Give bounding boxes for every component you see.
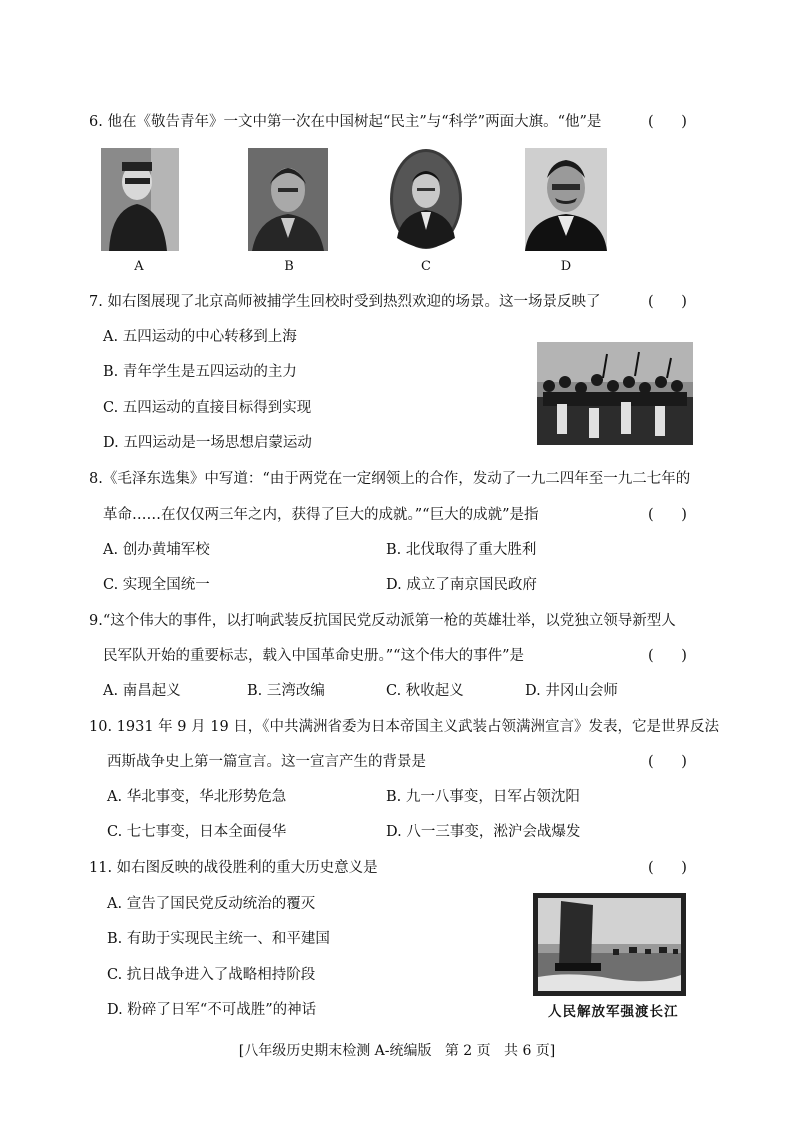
question-11-option-b: B. 有助于实现民主统一、和平建国 — [107, 931, 330, 947]
question-9-stem-line1: 9.“这个伟大的事件，以打响武装反抗国民党反动派第一枪的英雄壮举，以党独立领导新型人 — [89, 613, 676, 629]
portrait-b-label: B — [284, 259, 294, 274]
question-7-option-d: D. 五四运动是一场思想启蒙运动 — [103, 435, 312, 451]
question-9-option-a: A. 南昌起义 — [103, 683, 181, 699]
question-7-option-c: C. 五四运动的直接目标得到实现 — [103, 400, 312, 416]
question-10-stem-line2: 西斯战争史上第一篇宣言。这一宣言产生的背景是 — [107, 754, 426, 770]
portrait-c-label: C — [421, 259, 431, 274]
question-7-option-b: B. 青年学生是五四运动的主力 — [103, 364, 297, 380]
question-10-option-b: B. 九一八事变，日军占领沈阳 — [386, 789, 580, 805]
question-10-answer-paren: ( ) — [648, 754, 687, 770]
question-9-option-b: B. 三湾改编 — [247, 683, 325, 699]
portrait-b-image — [248, 148, 328, 251]
question-8-answer-paren: ( ) — [648, 507, 687, 523]
question-8-stem-line1: 8.《毛泽东选集》中写道：“由于两党在一定纲领上的合作，发动了一九二四年至一九二七年的 — [89, 471, 691, 487]
question-10-option-d: D. 八一三事变，淞沪会战爆发 — [386, 824, 581, 840]
question-11-stem: 11. 如右图反映的战役胜利的重大历史意义是 — [89, 860, 378, 876]
page-footer: [八年级历史期末检测 A-统编版 第 2 页 共 6 页] — [238, 1043, 556, 1059]
question-11-option-d: D. 粉碎了日军“不可战胜”的神话 — [107, 1002, 317, 1018]
question-9-stem-line2: 民军队开始的重要标志，载入中国革命史册。”“这个伟大的事件”是 — [103, 648, 524, 664]
portrait-a-image — [101, 148, 179, 251]
portrait-d-label: D — [560, 259, 572, 274]
question-7-option-a: A. 五四运动的中心转移到上海 — [103, 329, 297, 345]
question-10-option-a: A. 华北事变，华北形势危急 — [107, 789, 287, 805]
river-crossing-photo — [533, 893, 686, 996]
student-welcome-photo — [537, 342, 693, 445]
question-8-option-b: B. 北伐取得了重大胜利 — [386, 542, 537, 558]
river-crossing-caption: 人民解放军强渡长江 — [548, 1004, 679, 1020]
question-7-stem: 7. 如右图展现了北京高师被捕学生回校时受到热烈欢迎的场景。这一场景反映了 — [89, 294, 601, 310]
question-8-option-d: D. 成立了南京国民政府 — [386, 577, 537, 593]
question-11-answer-paren: ( ) — [648, 860, 687, 876]
portrait-c-image — [389, 148, 463, 251]
question-10-option-c: C. 七七事变，日本全面侵华 — [107, 824, 287, 840]
question-11-option-c: C. 抗日战争进入了战略相持阶段 — [107, 967, 316, 983]
question-8-option-c: C. 实现全国统一 — [103, 577, 210, 593]
question-6-stem: 6. 他在《敬告青年》一文中第一次在中国树起“民主”与“科学”两面大旗。“他”是 — [89, 114, 602, 130]
question-9-option-c: C. 秋收起义 — [386, 683, 464, 699]
question-10-stem-line1: 10. 1931 年 9 月 19 日，《中共满洲省委为日本帝国主义武装占领满洲宣言》发表，它是世界反法 — [89, 719, 720, 735]
portrait-d-image — [525, 148, 607, 251]
portrait-a-label: A — [134, 259, 144, 274]
question-6-answer-paren: ( ) — [648, 114, 687, 130]
question-9-option-d: D. 井冈山会师 — [525, 683, 618, 699]
question-7-answer-paren: ( ) — [648, 294, 687, 310]
question-9-answer-paren: ( ) — [648, 648, 687, 664]
question-11-option-a: A. 宣告了国民党反动统治的覆灭 — [107, 896, 316, 912]
question-8-option-a: A. 创办黄埔军校 — [103, 542, 210, 558]
question-8-stem-line2: 革命……在仅仅两三年之内，获得了巨大的成就。”“巨大的成就”是指 — [103, 507, 539, 523]
